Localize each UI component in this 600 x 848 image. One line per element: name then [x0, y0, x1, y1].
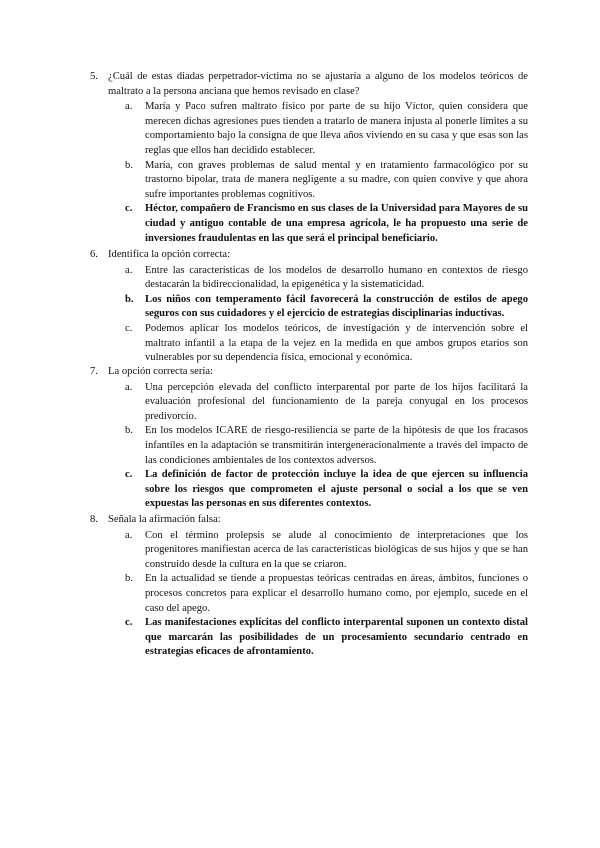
option-letter: a.: [125, 264, 133, 276]
option-text: Una percepción elevada del conflicto interparental por parte de los hijos facilitará la evaluación profesional del funcionamiento de la pareja conyugal en los procesos predivorcio.: [145, 381, 528, 422]
option-c-answer: [125, 202, 528, 246]
option-c-answer: [125, 468, 528, 512]
option-b-answer: [125, 293, 528, 322]
option-b: [125, 159, 528, 203]
option-text: María y Paco sufren maltrato físico por parte de su hijo Víctor, quien considera que merecen dichas agresiones pues tienden a tratarlo de manera injusta al ponerle límites a su comportamiento bajo la consigna de que lleva años viviendo en su casa y que esas son las reglas que ellos han decidido establecer.: [145, 101, 528, 156]
option-a: [125, 529, 528, 573]
option-letter: c.: [125, 617, 133, 629]
option-text: La definición de factor de protección incluye la idea de que ejercen su influencia sobre los riesgos que comprometen el ajuste personal o social a los que se ven expuestas las personas en sus diferentes contextos.: [145, 469, 528, 510]
question-text: La opción correcta sería:: [108, 366, 213, 377]
option-letter: b.: [125, 293, 134, 305]
option-text: Los niños con temperamento fácil favorecerá la construcción de estilos de apego seguros con sus cuidadores y el ejercicio de estrategias disciplinarias inductivas.: [145, 293, 528, 320]
option-a: [125, 100, 528, 158]
option-text: Con el término prolepsis se alude al conocimiento de interpretaciones que los progenitores manifiestan acerca de las características biológicas de sus hijos y que se han construido desde la cultura en la que se criaron.: [145, 529, 528, 570]
option-letter: c.: [125, 322, 133, 334]
question-text: ¿Cuál de estas diadas perpetrador-víctima no se ajustaría a alguno de los modelos teóricos de maltrato a la persona anciana que hemos revisado en clase?: [108, 71, 528, 97]
question-6: [90, 248, 528, 366]
question-number: 6.: [90, 249, 98, 260]
question-number: 8.: [90, 514, 98, 525]
option-text: En los modelos ICARE de riesgo-resiliencia se parte de la hipótesis de que los fracasos infantiles en la adaptación se transmitirán intergeneracionalmente a través del impacto de las condiciones ambientales de los contextos adversos.: [145, 425, 528, 466]
question-8: [90, 513, 528, 660]
question-number: 5.: [90, 71, 98, 82]
question-number: 7.: [90, 366, 98, 377]
question-7: [90, 365, 528, 512]
option-text: En la actualidad se tiende a propuestas teóricas centradas en áreas, ámbitos, funciones o procesos concretos para explicar el desarrollo humano como, por ejemplo, sucede en el caso del apego.: [145, 573, 528, 614]
question-text: Identifica la opción correcta:: [108, 249, 231, 260]
option-letter: a.: [125, 101, 133, 113]
option-text: Podemos aplicar los modelos teóricos, de investigación y de intervención sobre el maltrato infantil a la etapa de la vejez en la medida en que ambos grupos etarios son vulnerables por su dependencia física, emocional y económica.: [145, 322, 528, 364]
option-b: [125, 424, 528, 468]
option-a: [125, 381, 528, 425]
option-c: [125, 322, 528, 366]
option-letter: c.: [125, 203, 133, 215]
option-text: Las manifestaciones explícitas del conflicto interparental suponen un contexto distal que marcarán las posibilidades de un procesamiento secundario centrado en estrategias eficaces de afrontamiento.: [145, 617, 528, 658]
option-text: Héctor, compañero de Francismo en sus clases de la Universidad para Mayores de su ciudad y antiguo contable de una empresa agrícola, le ha propuesto una serie de inversiones fraudulentas en las que será el principal beneficiario.: [145, 203, 528, 244]
option-text: Entre las características de los modelos de desarrollo humano en contextos de riesgo destacarán la bidireccionalidad, la epigenética y la sistematicidad.: [145, 264, 528, 291]
option-text: María, con graves problemas de salud mental y en tratamiento farmacológico por su trastorno bipolar, trata de manera negligente a su madre, con quien convive y que ahora sufre importantes problemas cognitivos.: [145, 159, 528, 200]
option-a: [125, 264, 528, 293]
option-letter: b.: [125, 425, 133, 437]
question-5: [90, 70, 528, 246]
question-text: Señala la afirmación falsa:: [108, 514, 221, 525]
option-letter: a.: [125, 381, 133, 393]
option-letter: c.: [125, 469, 133, 481]
option-letter: a.: [125, 529, 133, 541]
option-letter: b.: [125, 573, 133, 585]
option-letter: b.: [125, 159, 133, 171]
option-b: [125, 572, 528, 616]
option-c-answer: [125, 616, 528, 660]
